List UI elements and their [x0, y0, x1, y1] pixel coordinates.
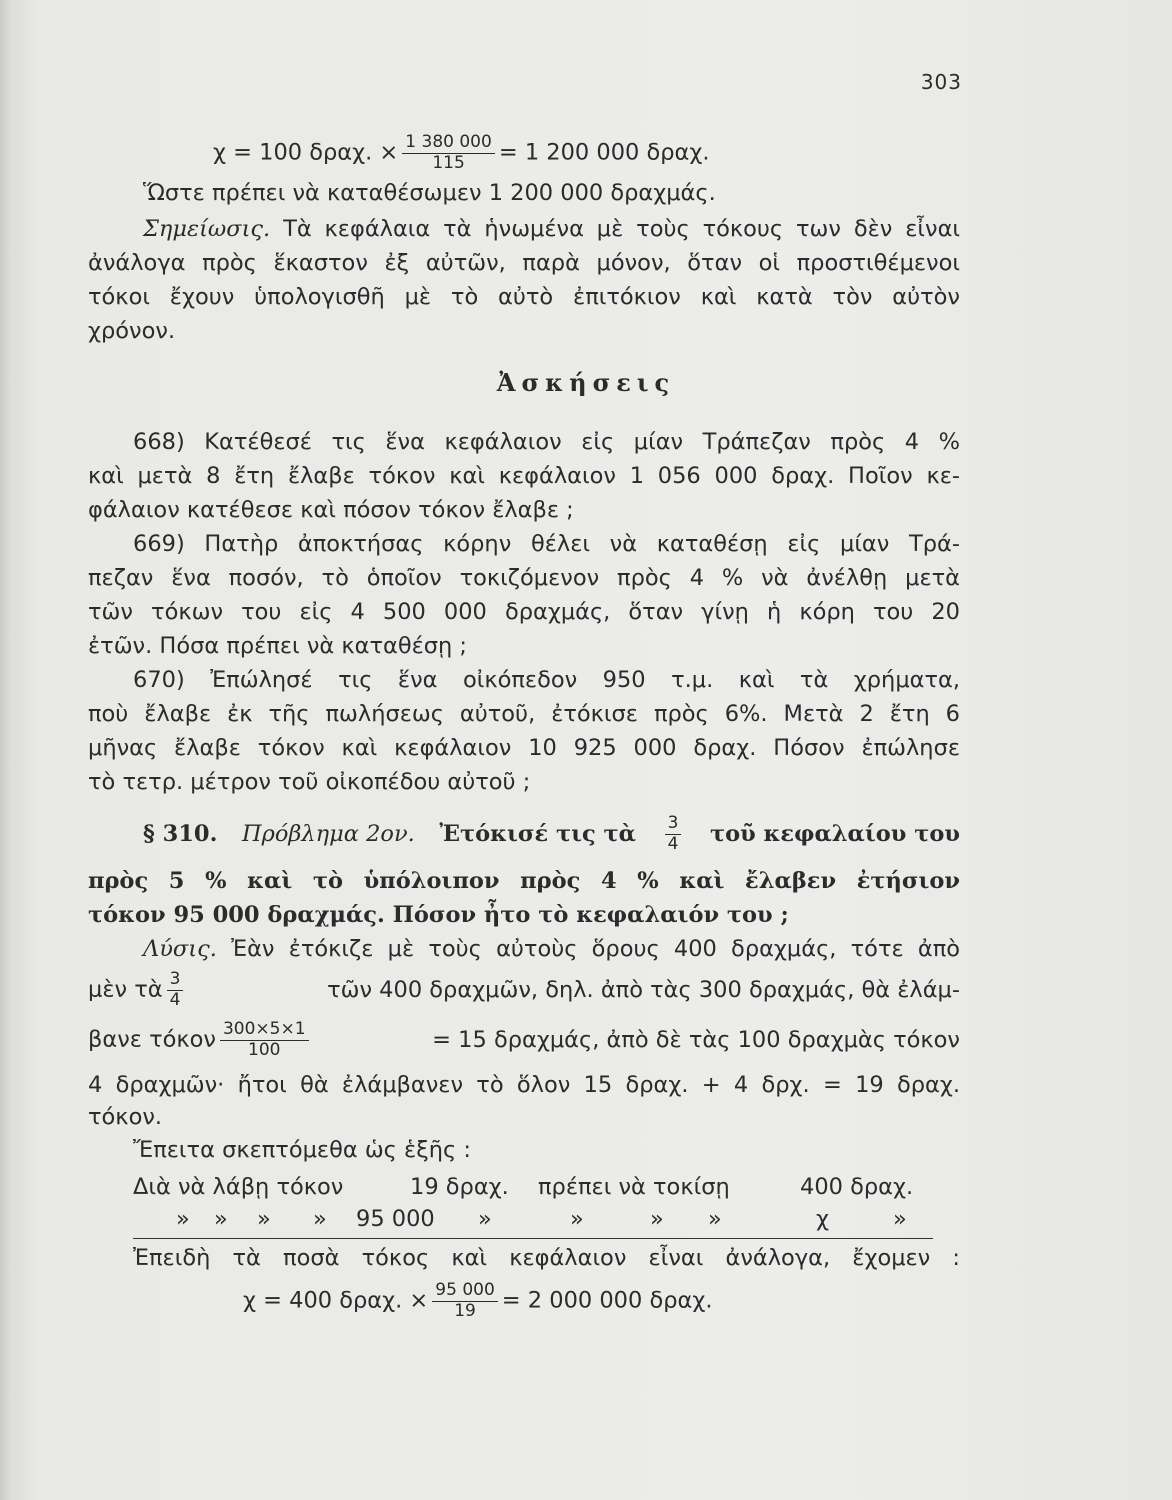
solution-text-3-pre: βανε τόκον: [88, 1026, 216, 1053]
problem-fraction: [665, 814, 682, 854]
table-row-2-mark-4: »: [313, 1206, 327, 1232]
table-row-2-unknown: χ: [816, 1206, 829, 1232]
fraction-numerator: 1 380 000: [402, 133, 495, 154]
equation-2: [243, 1281, 712, 1321]
problem-text-1a: Ἐτόκισέ τις τὰ: [439, 820, 636, 847]
table-rule: [133, 1238, 933, 1239]
equation-2-fraction: [432, 1281, 497, 1321]
solution-text-2a: [88, 970, 187, 1010]
equation-1-fraction: [402, 133, 495, 173]
table-row-2-mark-3: »: [257, 1206, 271, 1232]
solution-text-3b: = 15 δραχμάς, ἀπὸ δὲ τὰς 100 δραχμὰς τόκον: [432, 1026, 960, 1053]
note-line-4: χρόνον.: [88, 318, 176, 344]
fraction-denominator: 19: [454, 1300, 476, 1321]
note-line-3: τόκοι ἔχουν ὑπολογισθῆ μὲ τὸ αὐτὸ ἐπιτόκιον καὶ κατὰ τὸν αὐτὸν: [88, 284, 960, 310]
solution-line-4: 4 δραχμῶν· ἤτοι θὰ ἐλάμβανεν τὸ ὅλον 15 δραχ. + 4 δρχ. = 19 δραχ.: [88, 1072, 960, 1098]
problem-line-1: [143, 808, 960, 860]
problem-text-1b: τοῦ κεφαλαίου του: [709, 820, 960, 847]
solution-line-2: [88, 964, 960, 1016]
solution-line-5: τόκον.: [88, 1104, 163, 1130]
fraction-numerator: 95 000: [432, 1281, 497, 1302]
equation-1-rhs: = 1 200 000 δραχ.: [498, 139, 710, 166]
fraction-numerator: 3: [665, 814, 682, 835]
table-row-1-col-2: 19 δραχ.: [410, 1174, 509, 1200]
solution-fraction-2: [220, 1020, 309, 1060]
conclusion-line: Ὥστε πρέπει νὰ καταθέσωμεν 1 200 000 δραχμάς.: [143, 180, 716, 206]
equation-2-lhs: χ = 400 δραχ. ×: [243, 1287, 429, 1314]
problem-line-2: πρὸς 5 % καὶ τὸ ὑπόλοιπον πρὸς 4 % καὶ ἔλαβεν ἐτήσιον: [88, 868, 960, 894]
fraction-numerator: 300×5×1: [220, 1020, 309, 1041]
solution-line-3: [88, 1014, 960, 1066]
solution-line-6: Ἔπειτα σκεπτόμεθα ὡς ἑξῆς :: [133, 1137, 471, 1163]
equation-1-lhs: χ = 100 δραχ. ×: [213, 139, 399, 166]
solution-text-3a: [88, 1020, 313, 1060]
after-table-line: Ἐπειδὴ τὰ ποσὰ τόκος καὶ κεφάλαιον εἶναι ἀνάλογα, ἔχομεν :: [133, 1245, 960, 1271]
solution-fraction-1: [167, 970, 184, 1010]
table-row-2-mark-5: »: [478, 1206, 492, 1232]
solution-text-2-pre: μὲν τὰ: [88, 976, 163, 1003]
fraction-denominator: 115: [432, 152, 465, 173]
equation-1: [213, 133, 710, 173]
table-row-1-col-1: Διὰ νὰ λάβῃ τόκον: [133, 1174, 344, 1200]
table-row-2-mark-6: »: [570, 1206, 584, 1232]
problem-label: Πρόβλημα 2ον.: [241, 820, 415, 847]
equation-2-rhs: = 2 000 000 δραχ.: [501, 1287, 713, 1314]
problem-line-3: τόκον 95 000 δραχμάς. Πόσον ἦτο τὸ κεφαλαιόν του ;: [88, 902, 789, 928]
note-label: Σημείωσις.: [143, 216, 271, 242]
exercise-669-line-4: ἐτῶν. Πόσα πρέπει νὰ καταθέσῃ ;: [88, 633, 468, 659]
exercise-669-line-2: πεζαν ἕνα ποσόν, τὸ ὁποῖον τοκιζόμενον πρὸς 4 % νὰ ἀνέλθῃ μετὰ: [88, 565, 960, 591]
exercise-670-line-3: μῆνας ἔλαβε τόκον καὶ κεφάλαιον 10 925 000 δραχ. Πόσον ἐπώλησε: [88, 735, 960, 761]
table-row-2-mark-9: »: [893, 1206, 907, 1232]
exercises-heading: Ἀσκήσεις: [496, 368, 676, 397]
exercise-670-line-1: 670) Ἐπώλησέ τις ἕνα οἰκόπεδον 950 τ.μ. καὶ τὰ χρήματα,: [133, 667, 960, 693]
solution-text-1: Ἐὰν ἐτόκιζε μὲ τοὺς αὐτοὺς ὅρους 400 δραχμάς, τότε ἀπὸ: [231, 936, 960, 962]
table-row-1-col-3: πρέπει νὰ τοκίσῃ: [538, 1174, 730, 1200]
exercise-668-line-3: φάλαιον κατέθεσε καὶ πόσον τόκον ἔλαβε ;: [88, 497, 574, 523]
table-row-2-mark-1: »: [176, 1206, 190, 1232]
table-row-2-mark-8: »: [708, 1206, 722, 1232]
fraction-denominator: 4: [169, 989, 181, 1010]
section-number: § 310.: [143, 820, 218, 847]
exercise-668-line-1: 668) Κατέθεσέ τις ἕνα κεφάλαιον εἰς μίαν Τράπεζαν πρὸς 4 %: [133, 429, 960, 455]
exercise-670-line-2: ποὺ ἔλαβε ἐκ τῆς πωλήσεως αὐτοῦ, ἐτόκισε πρὸς 6%. Μετὰ 2 ἔτη 6: [88, 701, 960, 727]
note-text-1: Τὰ κεφάλαια τὰ ἡνωμένα μὲ τοὺς τόκους των δὲν εἶναι: [283, 216, 961, 242]
exercise-670-line-4: τὸ τετρ. μέτρον τοῦ οἰκοπέδου αὐτοῦ ;: [88, 769, 531, 795]
exercise-669-line-1: 669) Πατὴρ ἀποκτήσας κόρην θέλει νὰ καταθέσῃ εἰς μίαν Τρά-: [133, 531, 960, 557]
table-row-2-mark-2: »: [214, 1206, 228, 1232]
solution-line-1: [143, 938, 960, 961]
fraction-denominator: 100: [248, 1039, 281, 1060]
fraction-numerator: 3: [167, 970, 184, 991]
note-line-1: [143, 218, 960, 241]
table-row-1-col-4: 400 δραχ.: [800, 1174, 914, 1200]
solution-label: Λύσις.: [143, 936, 217, 962]
page-number: 303: [920, 70, 962, 94]
table-row-2-mark-7: »: [650, 1206, 664, 1232]
solution-text-2b: τῶν 400 δραχμῶν, δηλ. ἀπὸ τὰς 300 δραχμάς, θὰ ἐλάμ-: [327, 976, 960, 1003]
fraction-denominator: 4: [667, 833, 679, 854]
exercise-669-line-3: τῶν τόκων του εἰς 4 500 000 δραχμάς, ὅταν γίνῃ ἡ κόρη του 20: [88, 599, 960, 625]
exercise-668-line-2: καὶ μετὰ 8 ἔτη ἔλαβε τόκον καὶ κεφάλαιον 1 056 000 δραχ. Ποῖον κε-: [88, 463, 960, 489]
note-line-2: ἀνάλογα πρὸς ἕκαστον ἐξ αὐτῶν, παρὰ μόνον, ὅταν οἱ προστιθέμενοι: [88, 250, 960, 276]
table-row-2-value: 95 000: [356, 1206, 435, 1232]
